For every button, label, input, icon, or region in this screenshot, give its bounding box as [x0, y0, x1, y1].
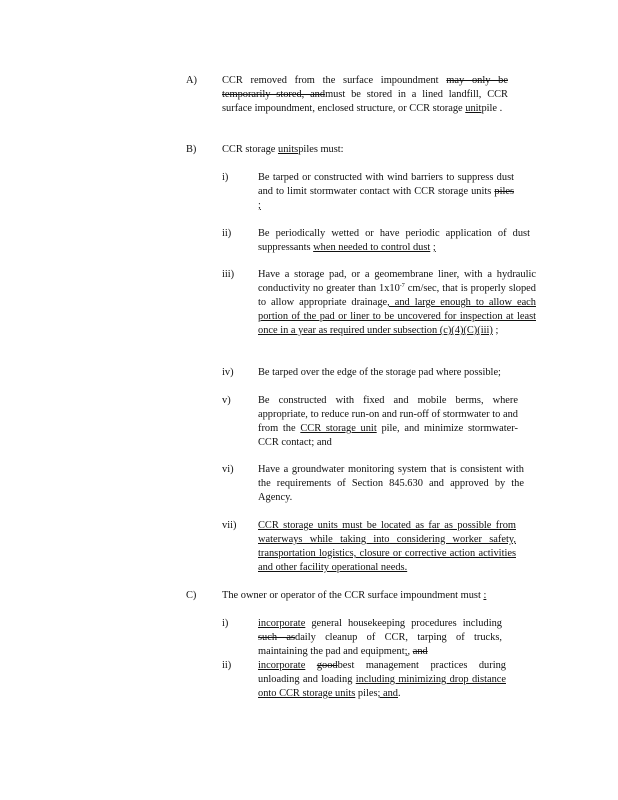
inserted-text: : [483, 590, 487, 601]
struck-text: and [412, 646, 428, 657]
inserted-text: incorporate [258, 660, 306, 671]
text: The owner or operator of the CCR surface impoundment must [222, 590, 481, 601]
text: Be periodically wetted or have periodic application of dust suppressants [258, 228, 530, 253]
inserted-text: unit [465, 103, 482, 114]
item-text [258, 171, 514, 213]
inserted-text: CCR storage unit [300, 423, 377, 434]
text: pile [481, 103, 498, 114]
text: Be tarped over the edge of the storage pad where possible; [258, 367, 501, 378]
text: Be tarped or constructed with wind barriers to suppress dust and to limit stormwater contact with CCR storage units [258, 172, 514, 197]
text: must be stored in a lined landfill, CCR surface impoundment, enclosed structure, or CCR storage [222, 89, 508, 114]
section-c-label: C) [186, 590, 197, 601]
section-b-intro [222, 143, 522, 157]
text: CCR removed from the surface impoundment [222, 75, 439, 86]
item-label: i) [222, 172, 229, 183]
inserted-text: ; and [377, 688, 399, 699]
text: best management practices during unloading and loading [258, 660, 506, 685]
section-a-label: A) [186, 75, 197, 86]
inserted-text: when needed to control dust [313, 242, 431, 253]
item-label: vii) [222, 520, 237, 531]
text: piles [298, 144, 318, 155]
text: CCR storage [222, 144, 276, 155]
section-b-label: B) [186, 144, 197, 155]
inserted-text: units [278, 144, 299, 155]
superscript: -7 [399, 283, 405, 289]
item-label: vi) [222, 464, 234, 475]
item-label: iv) [222, 367, 234, 378]
inserted-text: , and large enough to allow each portion of the pad or liner to be uncovered for inspection at least once in a year as required under subsection (c)(4)(C)(iii) [258, 297, 536, 336]
item-label: iii) [222, 269, 235, 280]
text: pile, and minimize stormwater-CCR contact; and [258, 423, 518, 448]
inserted-text: CCR storage units must be located as far as possible from waterways while taking into considering worker safety, transportation logistics, closure or corrective action activities and other facility operational needs. [258, 520, 516, 573]
item-text [258, 394, 518, 450]
inserted-text: including minimizing drop distance onto CCR storage units [258, 674, 506, 699]
inserted-text: incorporate [258, 618, 306, 629]
text: , [407, 646, 411, 657]
inserted-text: ; [432, 242, 436, 253]
text: general housekeeping procedures including [311, 618, 502, 629]
text: must: [320, 144, 344, 155]
section-a-text [222, 74, 508, 116]
text: piles [357, 688, 378, 699]
item-label: ii) [222, 660, 232, 671]
inserted-text: ; [404, 646, 408, 657]
item-label: i) [222, 618, 229, 629]
inserted-text: ; [258, 200, 261, 211]
item-text [258, 366, 536, 380]
text: Be constructed with fixed and mobile berms, where appropriate, to reduce run-on and run-off of stormwater to and from the [258, 395, 518, 434]
text: daily cleanup of CCR, tarping of trucks, maintaining the pad and equipment [258, 632, 502, 657]
item-text [258, 268, 536, 338]
item-text [258, 463, 524, 505]
item-text [258, 659, 506, 701]
text: . [499, 103, 503, 114]
item-text [258, 617, 502, 659]
struck-text: such as [258, 632, 295, 643]
struck-text: may only be temporarily stored, and [222, 75, 508, 100]
item-label: v) [222, 395, 231, 406]
struck-text: piles [494, 186, 514, 197]
text: Have a groundwater monitoring system that is consistent with the requirements of Section 845.630 and approved by the Agency. [258, 464, 524, 503]
text: . [398, 688, 401, 699]
struck-text: good [316, 660, 338, 671]
text: ; [495, 325, 499, 336]
item-label: ii) [222, 228, 232, 239]
text: Have a storage pad, or a geomembrane liner, with a hydraulic conductivity no greater than 1x10 [258, 269, 536, 294]
section-c-intro [222, 589, 532, 603]
text: cm/sec, that is properly sloped to allow appropriate drainage [258, 283, 536, 308]
item-text [258, 227, 530, 255]
item-text [258, 519, 516, 575]
